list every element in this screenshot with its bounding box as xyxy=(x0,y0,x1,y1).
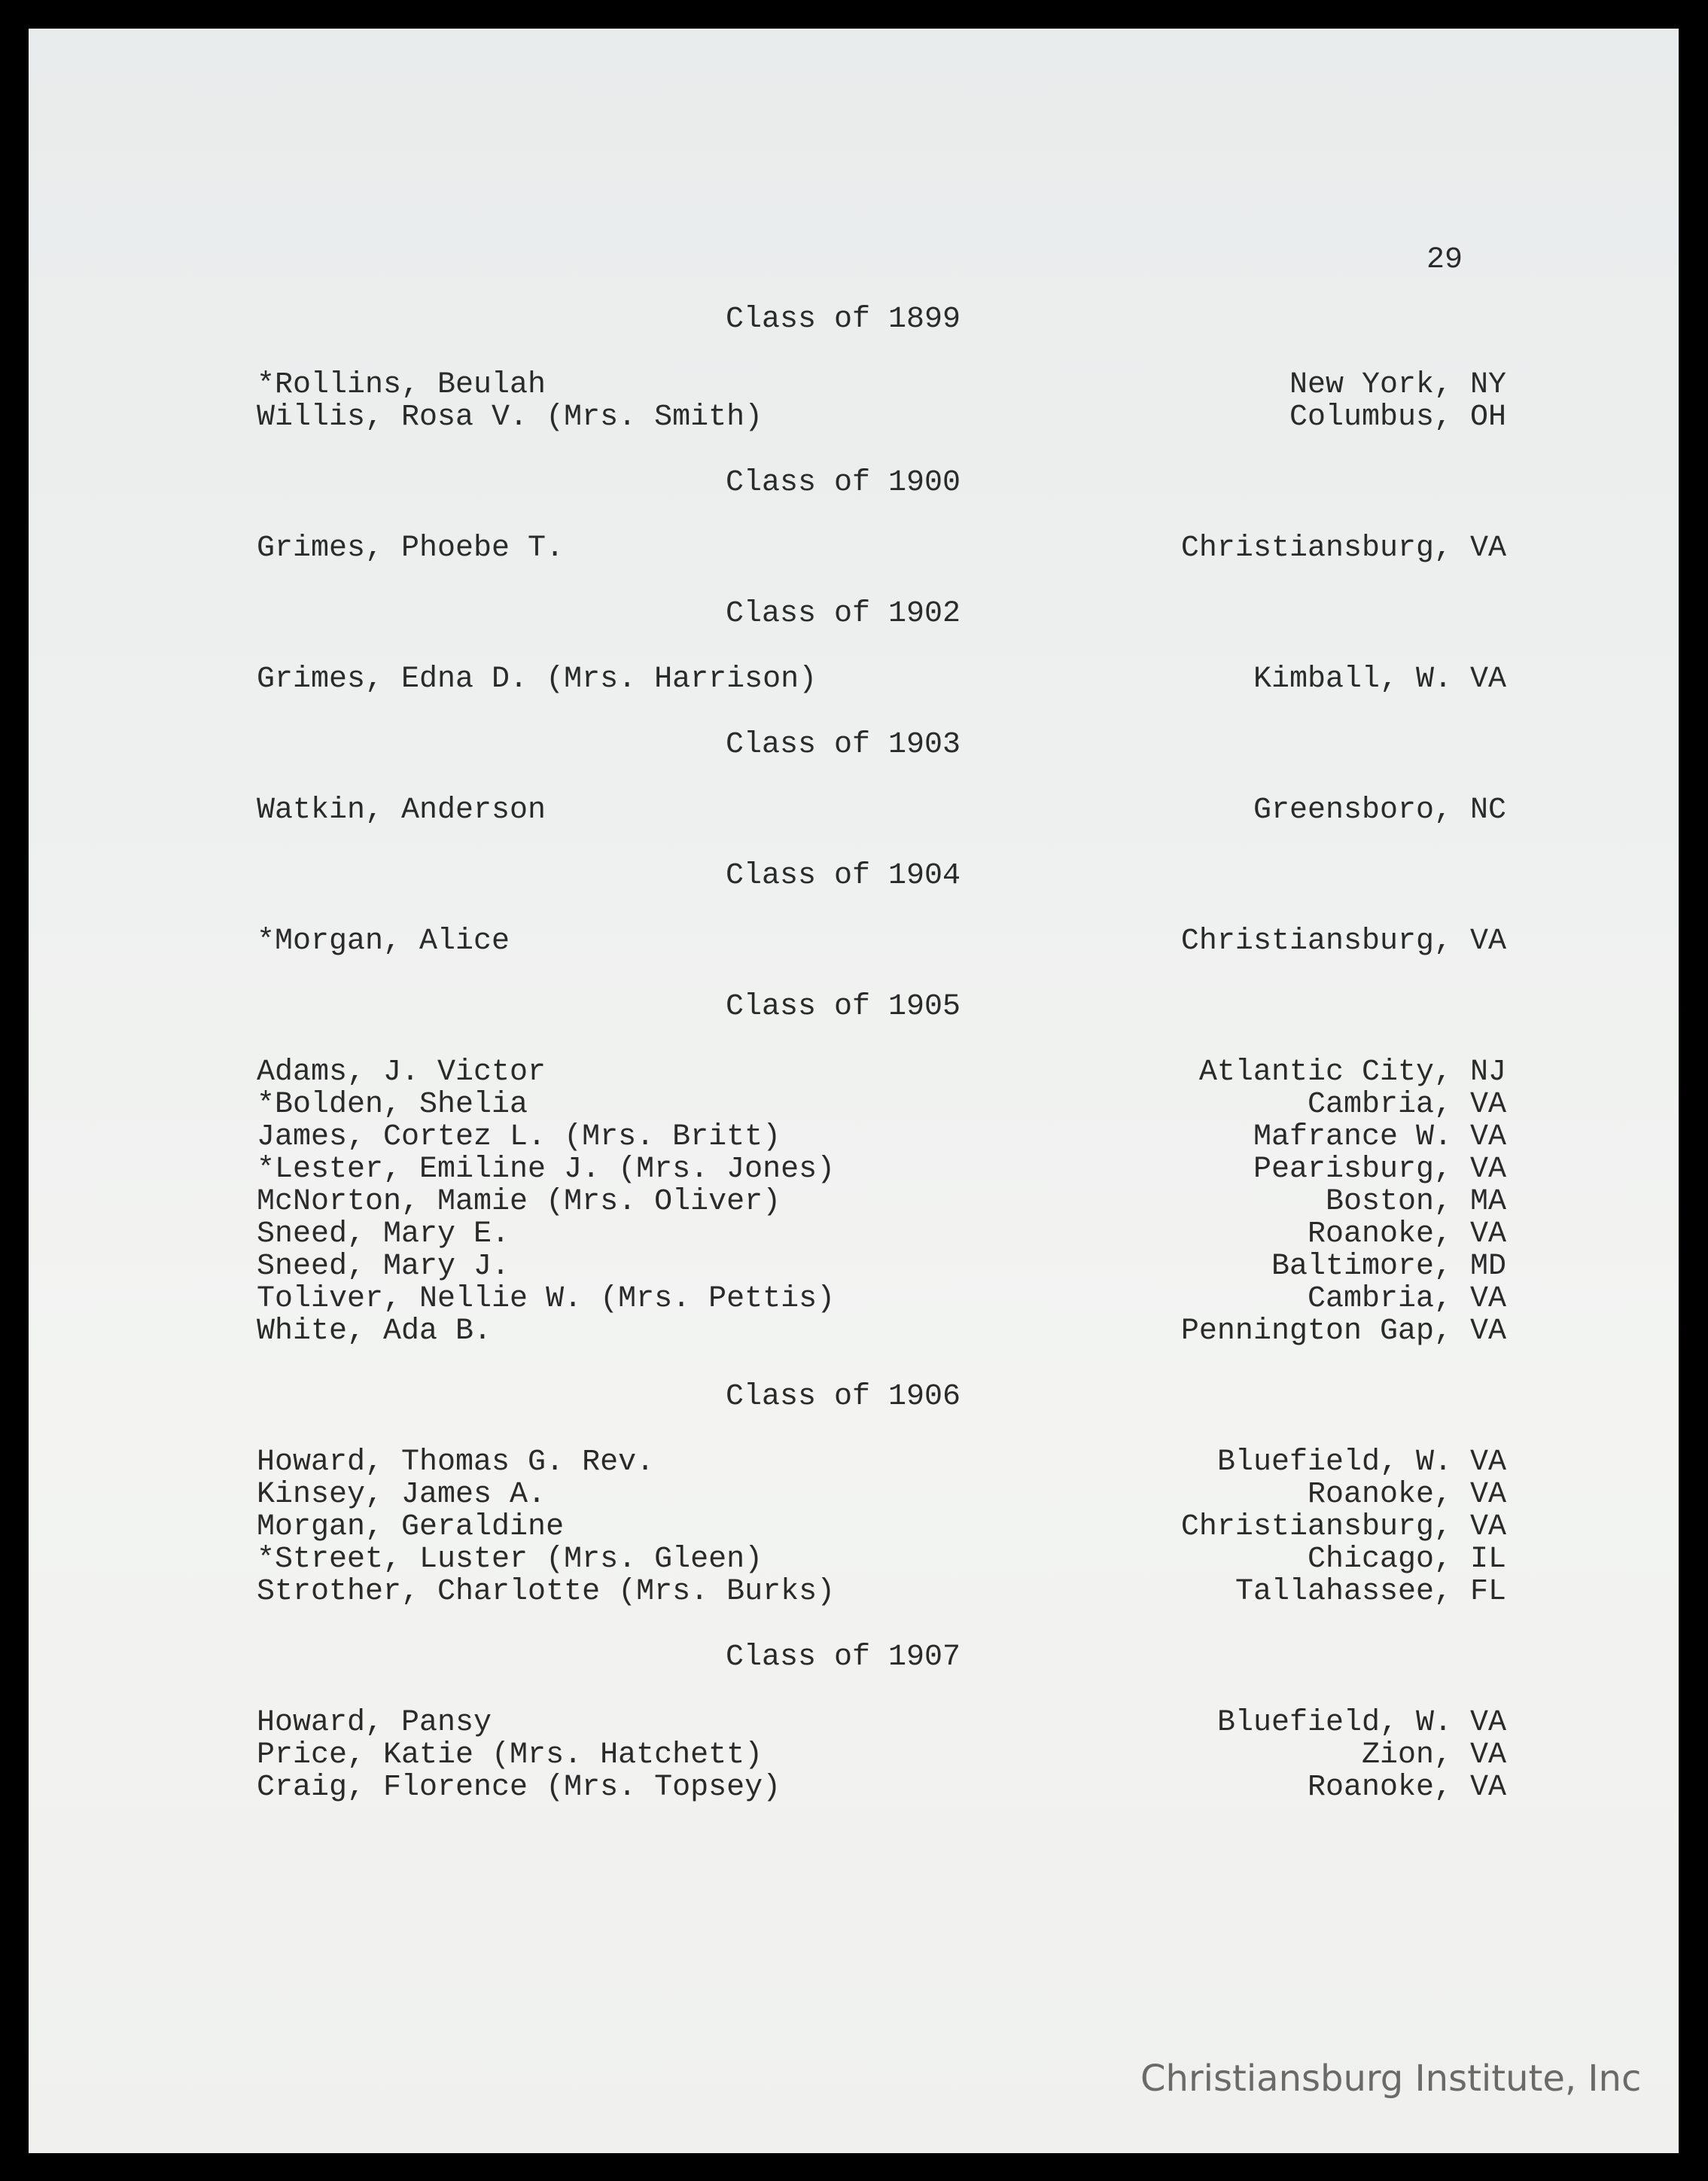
alumni-location: Zion, VA xyxy=(1361,1738,1506,1772)
alumni-location: Greensboro, NC xyxy=(1253,794,1506,827)
alumni-entry xyxy=(257,663,1506,696)
alumni-entry xyxy=(257,1771,1506,1804)
alumni-name: *Bolden, Shelia xyxy=(257,1088,528,1122)
alumni-name: Toliver, Nellie W. (Mrs. Pettis) xyxy=(257,1282,836,1316)
document-page xyxy=(29,29,1679,2153)
entry-list xyxy=(257,1446,1506,1608)
page-number: 29 xyxy=(1426,243,1463,277)
entry-list xyxy=(257,369,1506,434)
alumni-entry xyxy=(257,1511,1506,1543)
alumni-name: Grimes, Edna D. (Mrs. Harrison) xyxy=(257,663,817,696)
class-heading: Class of 1906 xyxy=(725,1380,961,1414)
alumni-entry xyxy=(257,1121,1506,1153)
alumni-entry xyxy=(257,369,1506,401)
class-section xyxy=(257,991,1506,1348)
alumni-name: Morgan, Geraldine xyxy=(257,1510,565,1544)
alumni-name: *Street, Luster (Mrs. Gleen) xyxy=(257,1543,763,1576)
alumni-location: Christiansburg, VA xyxy=(1180,532,1506,565)
alumni-entry xyxy=(257,1250,1506,1283)
entry-list xyxy=(257,663,1506,696)
entry-list xyxy=(257,1707,1506,1804)
alumni-entry xyxy=(257,1186,1506,1218)
alumni-location: Cambria, VA xyxy=(1307,1282,1506,1316)
alumni-location: Columbus, OH xyxy=(1289,401,1506,434)
alumni-name: *Rollins, Beulah xyxy=(257,368,546,402)
alumni-entry xyxy=(257,1739,1506,1771)
class-section xyxy=(257,303,1506,434)
class-section xyxy=(257,860,1506,958)
class-section xyxy=(257,467,1506,565)
alumni-entry xyxy=(257,1315,1506,1348)
alumni-entry xyxy=(257,1707,1506,1739)
alumni-name: Adams, J. Victor xyxy=(257,1055,546,1089)
alumni-entry xyxy=(257,1153,1506,1186)
alumni-entry xyxy=(257,1543,1506,1576)
class-section xyxy=(257,1641,1506,1804)
class-section xyxy=(257,1381,1506,1608)
alumni-location: New York, NY xyxy=(1289,368,1506,402)
alumni-location: Christiansburg, VA xyxy=(1180,924,1506,958)
alumni-name: Sneed, Mary J. xyxy=(257,1250,510,1284)
alumni-location: Tallahassee, FL xyxy=(1235,1575,1506,1609)
class-heading: Class of 1903 xyxy=(725,728,961,762)
alumni-location: Bluefield, W. VA xyxy=(1216,1706,1506,1740)
alumni-location: Mafrance W. VA xyxy=(1253,1120,1506,1154)
alumni-location: Kimball, W. VA xyxy=(1253,663,1506,696)
alumni-location: Pearisburg, VA xyxy=(1253,1153,1506,1186)
alumni-location: Roanoke, VA xyxy=(1307,1771,1506,1805)
alumni-name: Craig, Florence (Mrs. Topsey) xyxy=(257,1771,781,1805)
alumni-entry xyxy=(257,925,1506,958)
alumni-name: *Lester, Emiline J. (Mrs. Jones) xyxy=(257,1153,836,1186)
alumni-entry xyxy=(257,1479,1506,1511)
class-heading: Class of 1907 xyxy=(725,1640,961,1674)
alumni-entry xyxy=(257,1056,1506,1089)
alumni-name: White, Ada B. xyxy=(257,1314,492,1348)
alumni-name: Price, Katie (Mrs. Hatchett) xyxy=(257,1738,763,1772)
alumni-location: Roanoke, VA xyxy=(1307,1478,1506,1512)
alumni-entry xyxy=(257,1218,1506,1250)
alumni-name: *Morgan, Alice xyxy=(257,924,510,958)
alumni-entry xyxy=(257,401,1506,434)
class-heading: Class of 1899 xyxy=(725,303,961,337)
class-heading: Class of 1905 xyxy=(725,990,961,1024)
alumni-location: Atlantic City, NJ xyxy=(1198,1055,1506,1089)
alumni-entry xyxy=(257,1283,1506,1315)
class-heading: Class of 1900 xyxy=(725,466,961,500)
alumni-location: Boston, MA xyxy=(1325,1185,1506,1219)
alumni-location: Chicago, IL xyxy=(1307,1543,1506,1576)
alumni-entry xyxy=(257,1576,1506,1608)
entry-list xyxy=(257,925,1506,958)
alumni-location: Pennington Gap, VA xyxy=(1180,1314,1506,1348)
alumni-name: Strother, Charlotte (Mrs. Burks) xyxy=(257,1575,836,1609)
class-section xyxy=(257,729,1506,827)
alumni-list xyxy=(257,303,1506,1837)
alumni-location: Roanoke, VA xyxy=(1307,1217,1506,1251)
alumni-location: Christiansburg, VA xyxy=(1180,1510,1506,1544)
entry-list xyxy=(257,1056,1506,1348)
alumni-entry xyxy=(257,532,1506,565)
class-section xyxy=(257,598,1506,696)
alumni-name: Willis, Rosa V. (Mrs. Smith) xyxy=(257,401,763,434)
alumni-name: Howard, Thomas G. Rev. xyxy=(257,1445,655,1479)
class-heading: Class of 1904 xyxy=(725,859,961,893)
alumni-location: Cambria, VA xyxy=(1307,1088,1506,1122)
alumni-entry xyxy=(257,1089,1506,1121)
alumni-name: Kinsey, James A. xyxy=(257,1478,546,1512)
alumni-name: James, Cortez L. (Mrs. Britt) xyxy=(257,1120,781,1154)
class-heading: Class of 1902 xyxy=(725,597,961,631)
alumni-location: Baltimore, MD xyxy=(1271,1250,1506,1284)
alumni-name: Sneed, Mary E. xyxy=(257,1217,510,1251)
alumni-entry xyxy=(257,1446,1506,1479)
watermark: Christiansburg Institute, Inc xyxy=(1140,2058,1642,2100)
alumni-name: McNorton, Mamie (Mrs. Oliver) xyxy=(257,1185,781,1219)
alumni-entry xyxy=(257,794,1506,827)
alumni-name: Watkin, Anderson xyxy=(257,794,546,827)
alumni-name: Grimes, Phoebe T. xyxy=(257,532,565,565)
alumni-location: Bluefield, W. VA xyxy=(1216,1445,1506,1479)
alumni-name: Howard, Pansy xyxy=(257,1706,492,1740)
entry-list xyxy=(257,532,1506,565)
entry-list xyxy=(257,794,1506,827)
